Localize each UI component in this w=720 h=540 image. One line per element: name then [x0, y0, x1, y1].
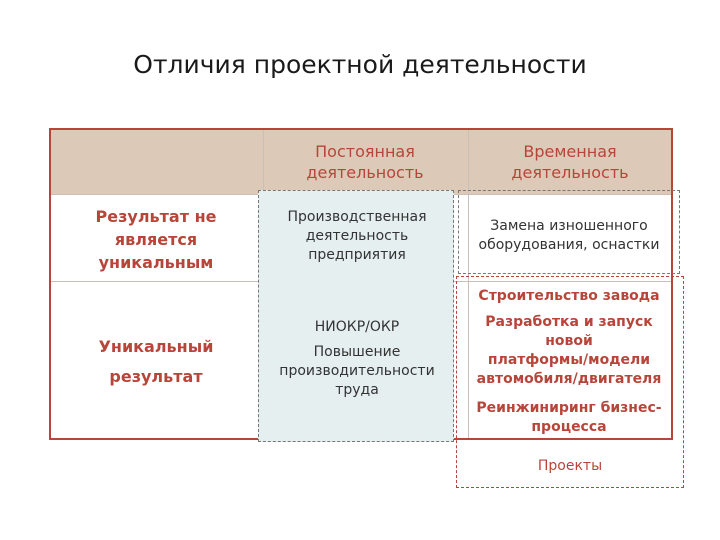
- row-label-not-unique: [51, 198, 261, 280]
- projects-label-text: Проекты: [537, 457, 603, 474]
- cell-line: НИОКР/ОКР: [314, 319, 400, 335]
- project-line: Строительство завода: [478, 287, 660, 304]
- page-title: Отличия проектной деятельности: [133, 50, 587, 79]
- project-plant-construction: [462, 286, 676, 306]
- cell-line: Производственная: [287, 208, 427, 225]
- project-platform-launch: [462, 312, 676, 390]
- project-line: платформы/модели: [487, 352, 651, 368]
- cell-line: производительности: [279, 363, 435, 379]
- projects-label: [456, 456, 684, 476]
- cell-line: труда: [335, 382, 379, 398]
- cell-production-activity: [262, 198, 452, 274]
- project-reengineering: [462, 398, 676, 438]
- project-line: Разработка и запуск: [485, 314, 653, 330]
- row-label-line: является: [114, 229, 198, 249]
- project-line: автомобиля/двигателя: [476, 371, 662, 387]
- cell-line: деятельность: [305, 227, 409, 244]
- row-label-unique: [51, 332, 261, 392]
- cell-line: Повышение: [313, 344, 401, 360]
- cell-line: Замена изношенного: [490, 218, 648, 234]
- project-line: Реинжиниринг бизнес-: [476, 400, 662, 416]
- row-label-line: Уникальный: [98, 337, 214, 356]
- project-line: новой: [545, 333, 593, 349]
- row-label-line: результат: [109, 367, 203, 386]
- header-line: Постоянная: [315, 142, 415, 161]
- header-line: деятельность: [511, 163, 629, 182]
- row-label-line: Результат не: [95, 206, 217, 226]
- cell-line: предприятия: [308, 246, 406, 263]
- header-temporary-activity: [468, 130, 672, 194]
- header-permanent-activity: [262, 130, 468, 194]
- header-line: деятельность: [306, 163, 424, 182]
- cell-equipment-replacement: [462, 198, 676, 274]
- row-label-line: уникальным: [98, 252, 214, 272]
- cell-rnd-productivity: [262, 318, 452, 408]
- project-line: процесса: [531, 419, 607, 435]
- cell-line: оборудования, оснастки: [478, 237, 660, 253]
- header-line: Временная: [523, 142, 617, 161]
